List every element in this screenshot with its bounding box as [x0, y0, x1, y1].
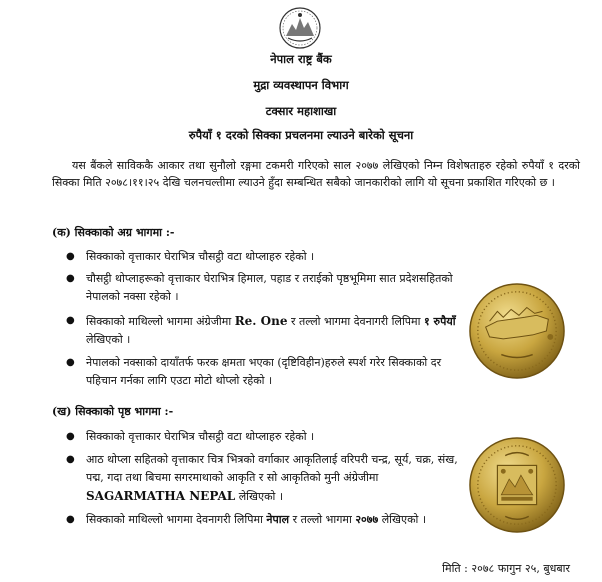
- bank-name: नेपाल राष्ट्र बैंक: [270, 52, 332, 66]
- front-item-3-text-c: लेखिएको ।: [86, 333, 131, 346]
- front-item-3-text-b: र तल्लो भागमा देवनागरी लिपिमा: [287, 315, 424, 328]
- front-item-3: [66, 312, 466, 349]
- front-item-2: [66, 270, 466, 306]
- back-item-1: [66, 428, 466, 446]
- bullet-icon: ●: [66, 251, 75, 262]
- front-item-4: [66, 354, 466, 390]
- front-item-3-bold-b: १ रुपैयाँ: [423, 315, 456, 328]
- front-item-1-text: सिक्काको वृत्ताकार घेराभित्र चौसट्ठी वटा थोप्लाहरु रहेको ।: [86, 250, 315, 263]
- front-item-1: [66, 248, 466, 266]
- back-item-3-text-c: लेखिएको ।: [378, 513, 427, 526]
- front-section-title: (क) सिक्काको अग्र भागमा :-: [52, 226, 175, 239]
- date-line: मिति : २०७८ फागुन २५, बुधबार: [442, 562, 570, 575]
- front-item-2-text: चौसट्ठी थोप्लाहरूको वृत्ताकार घेराभित्र हिमाल, पहाड र तराईको पृष्ठभूमिमा सात प्रदेशसहितको नेपालको नक्सा रहेको ।: [86, 272, 453, 303]
- bullet-icon: ●: [66, 315, 75, 326]
- notice-title: रुपैयाँ १ दरको सिक्का प्रचलनमा ल्याउने बारेको सूचना: [188, 128, 414, 142]
- back-item-3-text-b: र तल्लो भागमा: [289, 513, 356, 526]
- coin-back-image: [468, 436, 566, 534]
- bullet-icon: ●: [66, 514, 75, 525]
- front-item-3-text-a: सिक्काको माथिल्लो भागमा अंग्रेजीमा: [86, 315, 235, 328]
- bullet-icon: ●: [66, 454, 75, 465]
- front-item-4-text: नेपालको नक्साको दायाँतर्फ फरक क्षमता भएका (दृष्टिविहीन)हरुले स्पर्श गरेर सिक्काको दर पहिचान गर्नका लागि एउटा मोटो थोप्लो रहेको ।: [86, 356, 442, 387]
- back-item-2-text-a: आठ थोप्ला सहितको वृत्ताकार चित्र भित्रको वर्गाकार आकृतिलाई वरिपरी चन्द्र, सूर्य, चक्र, संख, पद्म, गदा तथा बिचमा सगरमाथाको आकृति र सो आकृतिको मुनी अंग्रेजीमा: [86, 453, 458, 484]
- intro-paragraph: यस बैंकले साविककै आकार तथा सुनौलो रङ्गमा टकमरी गरिएको साल २०७७ लेखिएको निम्न विशेषताहरु रहेको रुपैयाँ १ दरको सिक्का मिति २०७८।११।२५ देखि चलनचल्तीमा ल्याउने हुँदा सम्बन्धित सबैको जानकारीको लागि यो सूचना प्रकाशित गरिएको छ ।: [52, 159, 580, 189]
- back-item-2: [66, 451, 466, 506]
- bullet-icon: ●: [66, 273, 75, 284]
- back-item-3: [66, 511, 466, 529]
- back-item-3-text-a: सिक्काको माथिल्लो भागमा देवनागरी लिपिमा: [86, 513, 267, 526]
- back-item-3-bold-a: नेपाल: [266, 513, 290, 526]
- back-item-1-text: सिक्काको वृत्ताकार घेराभित्र चौसट्ठी वटा थोप्लाहरु रहेको ।: [86, 430, 315, 443]
- bullet-icon: ●: [66, 431, 75, 442]
- bullet-icon: ●: [66, 357, 75, 368]
- department-name: मुद्रा व्यवस्थापन विभाग: [253, 78, 349, 92]
- front-item-3-bold-a: Re. One: [234, 314, 288, 328]
- coin-front-image: [468, 282, 566, 380]
- division-name: टक्सार महाशाखा: [265, 104, 337, 118]
- back-section-title: (ख) सिक्काको पृष्ठ भागमा :-: [52, 405, 174, 418]
- back-item-3-bold-b: २०७७: [355, 513, 379, 526]
- nepal-emblem-icon: [278, 6, 322, 50]
- back-item-2-bold: SAGARMATHA NEPAL: [86, 489, 236, 503]
- back-item-2-text-b: लेखिएको ।: [235, 490, 284, 503]
